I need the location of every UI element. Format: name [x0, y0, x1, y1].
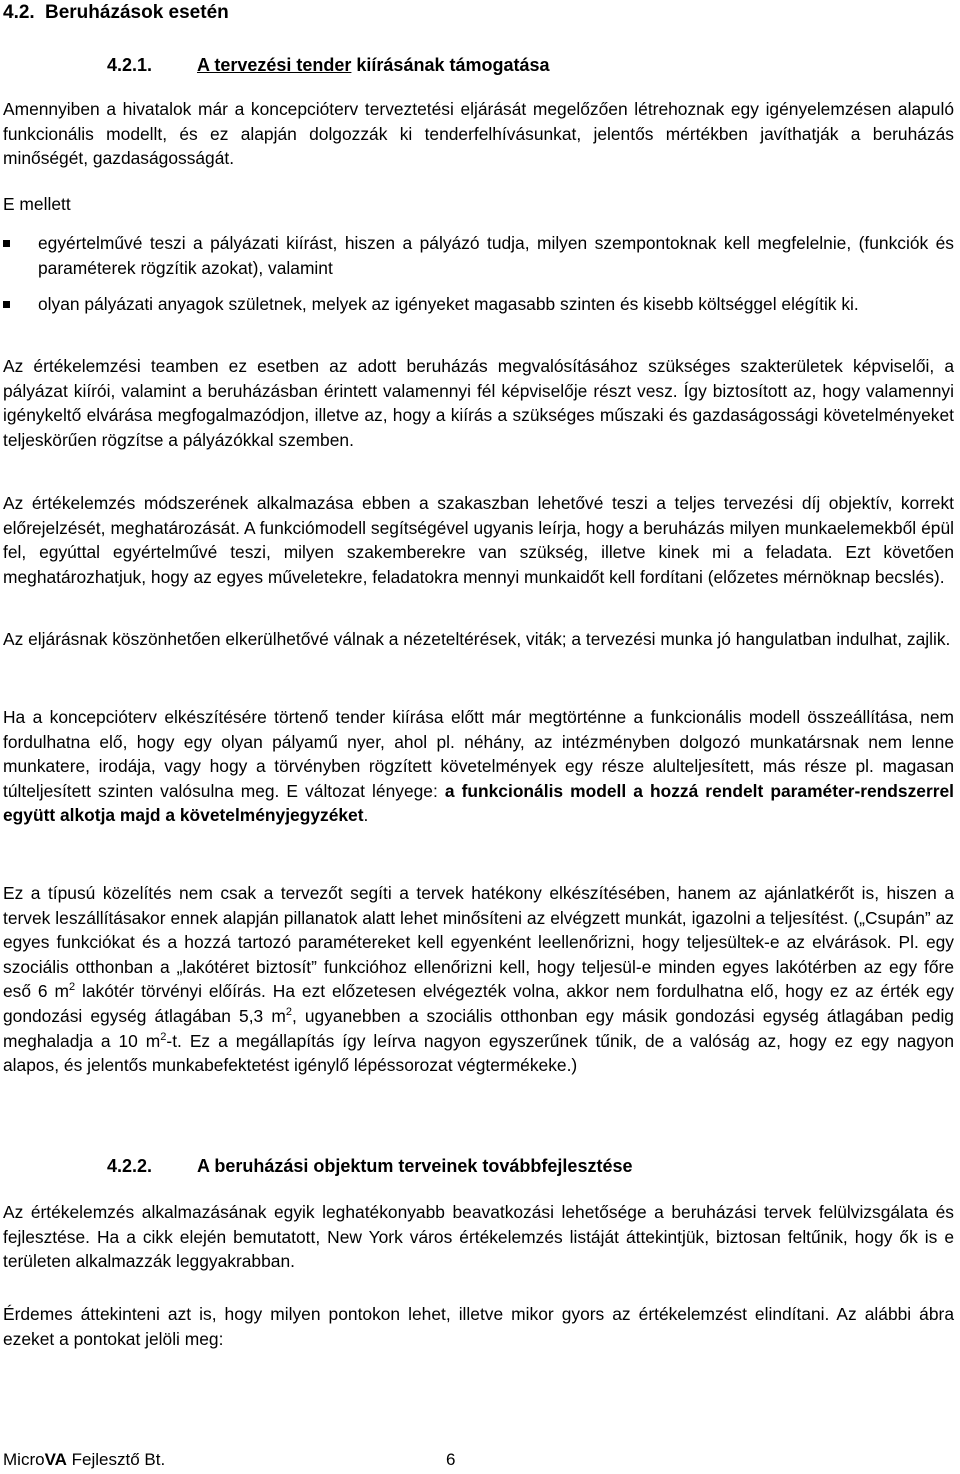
paragraph: Az értékelemzés alkalmazásának egyik leghatékonyabb beavatkozási lehetősége a beruházási tervek felülvizsgálata és fejlesztése. Ha a cikk elején bemutatott, New York város értékelemzés listáját áttekintjük, biztosan feltűnik, hogy ők is e területen alkalmazzák leggyakrabban. — [3, 1202, 954, 1272]
subsection-title-underlined: A tervezési tender — [197, 55, 352, 75]
page-number: 6 — [446, 1450, 456, 1469]
paragraph: E mellett — [3, 194, 71, 214]
paragraph: Az eljárásnak köszönhetően elkerülhetővé válnak a nézeteltérések, viták; a tervezési munka jó hangulatban indulhat, zajlik. — [3, 629, 951, 649]
list-item-text: egyértelművé teszi a pályázati kiírást, hiszen a pályázó tudja, milyen szempontoknak kell megfelelnie, (funkciók és paraméterek rögzítik azokat), valamint — [38, 233, 954, 278]
emphasis-text: a funkcionális modell a hozzá rendelt paraméter-rendszerrel együtt alkotja majd a követelményjegyzéket — [3, 780, 954, 826]
subsection-title: A beruházási objektum terveinek továbbfejlesztése — [197, 1156, 633, 1176]
superscript: 2 — [68, 981, 76, 994]
page-footer — [3, 1450, 456, 1470]
paragraph — [3, 881, 954, 1078]
paragraph-text: Ha a koncepcióterv elkészítésére törtenő tender kiírása előtt már megtörténne a funkcionális modell összeállítása, nem fordulhatna elő, hogy egy olyan pályamű nyer, ahol pl. néhány, az intézményben dolgozó munkatársnak nem lenne munkatere, irodája, vagy hogy a törvényben rögzített követelmények egy része alulteljesített, más része pl. magasan túlteljesített szinten valósulna meg. E változat lényege: — [3, 707, 954, 801]
paragraph-text: Ez a típusú közelítés nem csak a tervezőt segíti a tervek hatékony elkészítésében, hanem az ajánlatkérőt is, hiszen a tervek leszállításakor ennek alapján pillanatok alatt lehet minősíteni az elvégzett munkát, igazolni a teljesítést. („Csupán” az egyes funkciókat és a hozzá tartozó paramétereket kell egyenként leellenőrizni, hogy teljesültek-e az elvárások. Pl. egy szociális otthonban a „lakótéret biztosít” funkcióhoz ellenőrizni kell, hogy teljesül-e minden egyes lakótérben az egy főre eső 6 m — [3, 883, 954, 1002]
footer-brand-b: VA — [44, 1450, 67, 1469]
superscript: 2 — [160, 1030, 167, 1043]
section-heading — [3, 2, 229, 24]
footer-brand-a: Micro — [3, 1450, 45, 1469]
paragraph-text: lakótér törvényi előírás. Ha ezt előzetesen elvégezték volna, akkor nem fordulhatna elő, hogy ez az érték egy gondozási egység átlagában 5,3 m — [3, 981, 954, 1026]
paragraph: Az értékelemzés módszerének alkalmazása ebben a szakaszban lehetővé teszi a teljes tervezési díj objektív, korrekt előrejelzését, meghatározását. A funkciómodell segítségével ugyanis leírja, hogy a beruházás milyen munkaelemekből épül fel, egyúttal egyértelművé teszi, milyen szakemberekre van szükség, illetve kinek mi a feladata. Ezt követően meghatározhatjuk, hogy az egyes műveletekre, feladatokra mennyi munkaidőt kell fordítani (előzetes mérnöknap becslés). — [3, 493, 954, 587]
footer-brand-c: Fejlesztő Bt. — [66, 1450, 166, 1469]
subsection-heading-1 — [107, 55, 550, 76]
subsection-number: 4.2.1. — [107, 55, 153, 75]
section-title: Beruházások esetén — [45, 2, 229, 23]
paragraph: Érdemes áttekinteni azt is, hogy milyen pontokon lehet, illetve mikor gyors az értékelemzést elindítani. Az alábbi ábra ezeket a pontokat jelöli meg: — [3, 1304, 954, 1349]
paragraph-text: , ugyanebben a szociális otthonban egy másik gondozási egység átlagában pedig meghaladja a 10 m — [3, 1005, 954, 1051]
section-number: 4.2. — [3, 2, 35, 23]
paragraph — [3, 705, 954, 828]
bullet-icon — [3, 301, 10, 308]
superscript: 2 — [285, 1005, 292, 1018]
paragraph-end: . — [363, 805, 369, 826]
list-item-text: olyan pályázati anyagok születnek, melyek az igényeket magasabb szinten és kisebb költséggel elégítik ki. — [38, 294, 859, 314]
paragraph: Az értékelemzési teamben ez esetben az adott beruházás megvalósításához szükséges szakterületek képviselői, a pályázat kiírói, valamint a beruházásban érintett valamennyi fél képviselője részt vesz. Így biztosított az, hogy valamennyi igénykeltő elvárása megfogalmazódjon, illetve az, hogy a kiírás a szükséges műszaki és gazdaságossági követelményeket teljeskörűen rögzítse a pályázókkal szemben. — [3, 356, 954, 450]
bullet-icon — [3, 240, 10, 247]
subsection-number: 4.2.2. — [107, 1156, 153, 1176]
list-item — [3, 292, 954, 317]
paragraph-text: -t. Ez a megállapítás így leírva nagyon egyszerűnek tűnik, de a valóság az, hogy ez egy nagyon alapos, és jelentős munkabefektetést igénylő lépéssorozat végtermékeke.) — [3, 1030, 955, 1076]
subsection-heading-2 — [107, 1156, 632, 1177]
subsection-title: kiírásának támogatása — [351, 55, 550, 75]
paragraph: Amennyiben a hivatalok már a koncepcióterv terveztetési eljárását megelőzően létrehoznak egy igényelemzésen alapuló funkcionális modellt, és ez alapján dolgozzák ki tenderfelhívásunkat, jelentős mértékben javíthatják a beruházás minőségét, gazdaságosságát. — [3, 99, 954, 169]
list-item — [3, 231, 954, 280]
